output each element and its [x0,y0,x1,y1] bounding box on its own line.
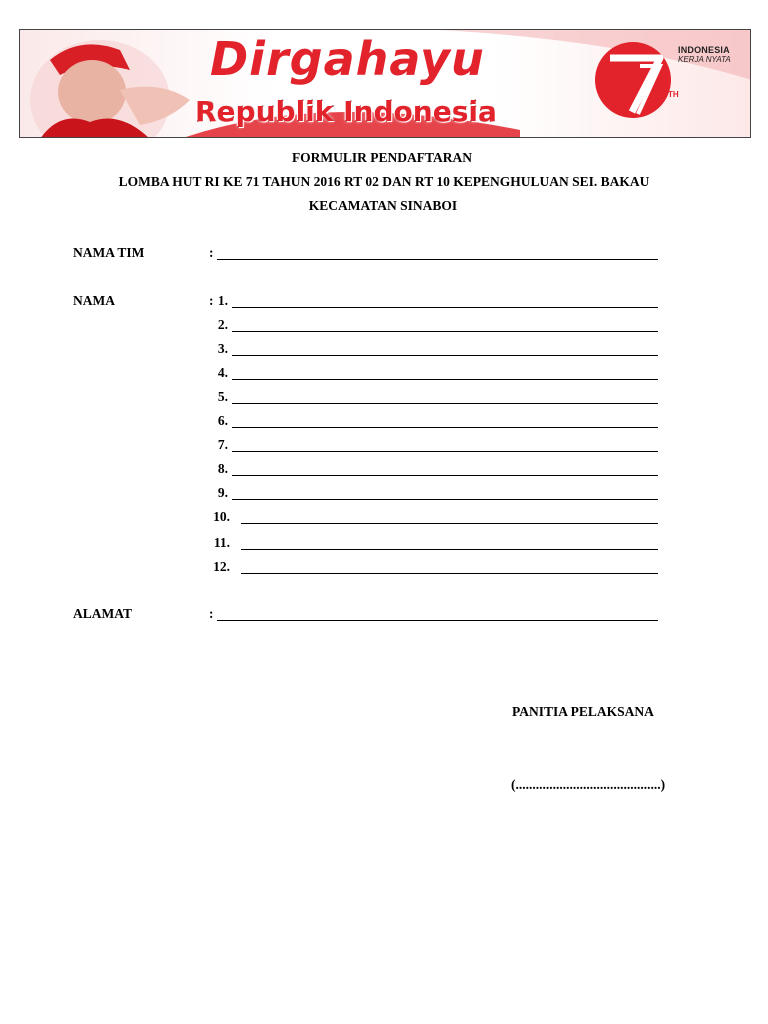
name-number: 6. [217,413,228,428]
name-number: 10. [213,509,230,524]
address-field[interactable] [217,620,658,621]
name-number: 4. [217,365,228,380]
address-colon: : [209,606,214,621]
name-number: 8. [217,461,228,476]
name-field[interactable] [241,573,658,574]
name-field[interactable] [232,451,658,452]
name-number: 9. [217,485,228,500]
form-subtitle: LOMBA HUT RI KE 71 TAHUN 2016 RT 02 DAN RT 10 KEPENGHULUAN SEI. BAKAU [118,174,650,189]
name-field[interactable] [232,403,658,404]
name-number: 1. [217,293,228,308]
banner-subtitle: Republik Indonesia [195,95,497,128]
name-number: 7. [217,437,228,452]
names-label: NAMA [73,293,115,308]
committee-title: PANITIA PELAKSANA [512,704,654,719]
name-number: 3. [217,341,228,356]
team-name-label: NAMA TIM [73,245,145,260]
names-colon: : [209,293,214,308]
form-subtitle-2: KECAMATAN SINABOI [308,198,458,213]
signature-placeholder[interactable]: (...........................................) [511,777,666,792]
header-banner [19,29,751,138]
name-number: 11. [213,535,230,550]
name-field[interactable] [232,307,658,308]
name-field[interactable] [241,549,658,550]
name-field[interactable] [232,475,658,476]
name-number: 12. [213,559,230,574]
name-number: 5. [217,389,228,404]
name-field[interactable] [232,427,658,428]
logo-country: INDONESIA [678,45,730,55]
name-field[interactable] [232,499,658,500]
logo-suffix: TH [668,90,679,99]
address-label: ALAMAT [73,606,132,621]
team-name-field[interactable] [217,259,658,260]
team-name-colon: : [209,245,214,260]
name-field[interactable] [232,355,658,356]
name-field[interactable] [232,379,658,380]
banner-title: Dirgahayu [210,32,485,86]
name-field[interactable] [241,523,658,524]
name-field[interactable] [232,331,658,332]
form-title: FORMULIR PENDAFTARAN [291,150,473,165]
logo-slogan: KERJA NYATA [678,55,731,64]
name-number: 2. [217,317,228,332]
